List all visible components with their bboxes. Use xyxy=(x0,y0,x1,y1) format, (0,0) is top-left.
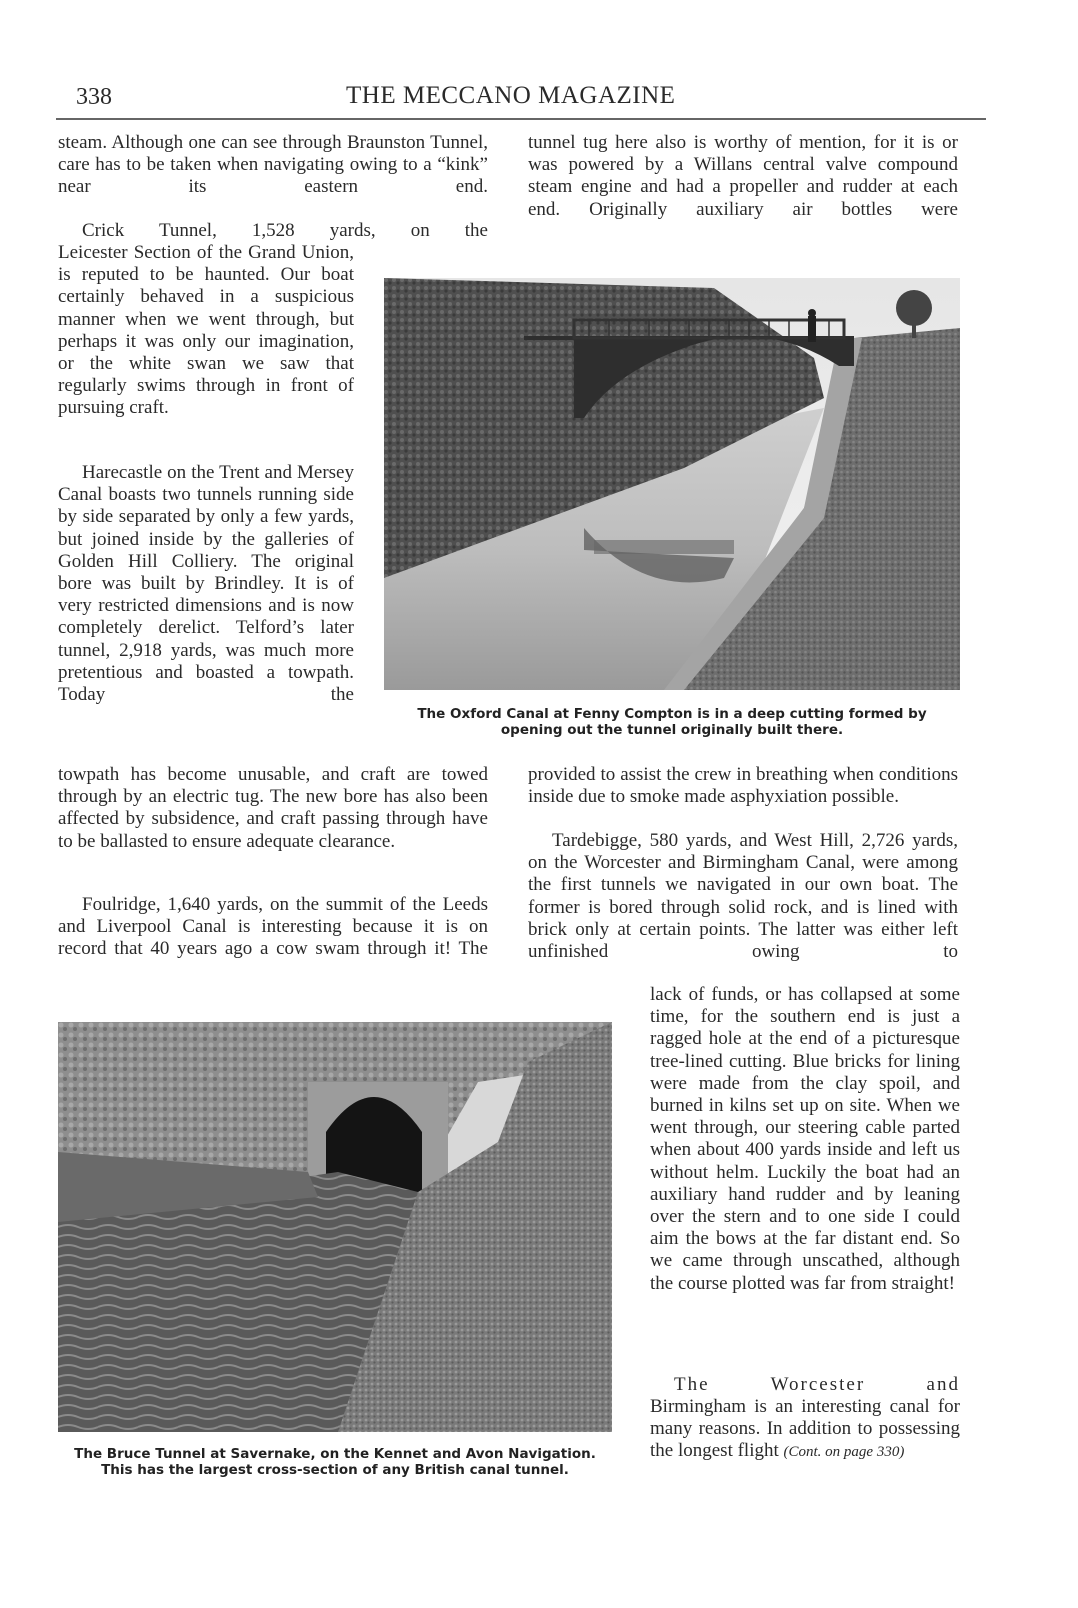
caption-oxford-line1: The Oxford Canal at Fenny Compton is in a deep cutting formed by xyxy=(417,706,927,722)
paragraph-crick: Leicester Section of the Grand Union, is reputed to be haunted. Our boat certainly behaved in a suspicious manner when we went through, but perhaps it was only our imagination, or the white swan we saw that regularly swims through in front of pursuing craft. xyxy=(58,242,354,419)
continued-note: (Cont. on page 330) xyxy=(783,1444,905,1461)
paragraph-worcester xyxy=(650,1396,960,1464)
paragraph-tunnel-tug: tunnel tug here also is worthy of mention, for it is or was powered by a Willans central valve compound steam engine and had a propeller and rudder at each end. Originally auxiliary air bottles were xyxy=(528,132,958,220)
page-number: 338 xyxy=(76,84,112,110)
bruce-tunnel-illustration xyxy=(58,1022,612,1432)
caption-oxford-line2: opening out the tunnel originally built there. xyxy=(500,722,844,738)
paragraph-breathing: provided to assist the crew in breathing when conditions inside due to smoke made asphyxiation possible. xyxy=(528,764,958,808)
paragraph-foulridge: Foulridge, 1,640 yards, on the summit of the Leeds and Liverpool Canal is interesting because it is on record that 40 years ago a cow swam through it! The xyxy=(58,894,488,960)
paragraph-tardebigge-continued: lack of funds, or has collapsed at some time, for the southern end is just a ragged hole at the end of a picturesque tree-lined cutting. Blue bricks for lining were made from the clay spoil, and burned in kilns set up on site. When we went through, our steering cable parted when about 400 yards inside and left us without helm. Luckily the boat had an auxiliary hand rudder and by leaning over the stern and to one side I could aim the bows at the far distant end. So we came through unscathed, although the course plotted was far from straight! xyxy=(650,984,960,1294)
oxford-canal-illustration xyxy=(384,278,960,690)
paragraph-braunston: steam. Although one can see through Braunston Tunnel, care has to be taken when navigating owing to a “kink” near its eastern end. xyxy=(58,132,488,198)
paragraph-worcester-start: The Worcester and xyxy=(674,1374,960,1395)
paragraph-crick-start: Crick Tunnel, 1,528 yards, on the xyxy=(82,220,488,241)
caption-bruce-tunnel xyxy=(52,1446,618,1478)
photo-oxford-canal xyxy=(384,278,960,690)
header-rule xyxy=(56,118,986,120)
paragraph-harecastle: Harecastle on the Trent and Mersey Canal boasts two tunnels running side by side separated by only a few yards, but joined inside by the galleries of Golden Hill Colliery. The original bore was built by Brindley. It is of very restricted dimensions and is now completely derelict. Telford’s later tunnel, 2,918 yards, was much more pretentious and boasted a towpath. Today the xyxy=(58,462,354,706)
caption-oxford-canal xyxy=(382,706,962,738)
caption-bruce-line2: This has the largest cross-section of any British canal tunnel. xyxy=(101,1462,569,1478)
page-header xyxy=(56,80,986,120)
worcester-text: Birmingham is an interesting canal for many reasons. In addition to possessing the longest flight xyxy=(650,1396,960,1462)
magazine-title: THE MECCANO MAGAZINE xyxy=(346,82,676,109)
photo-bruce-tunnel xyxy=(58,1022,612,1432)
paragraph-towpath: towpath has become unusable, and craft are towed through by an electric tug. The new bore has also been affected by subsidence, and craft passing through have to be ballasted to ensure adequate clearance. xyxy=(58,764,488,852)
paragraph-tardebigge: Tardebigge, 580 yards, and West Hill, 2,726 yards, on the Worcester and Birmingham Canal, were among the first tunnels we navigated in our own boat. The former is bored through solid rock, and is lined with brick only at certain points. The latter was either left unfinished owing to xyxy=(528,830,958,963)
caption-bruce-line1: The Bruce Tunnel at Savernake, on the Kennet and Avon Navigation. xyxy=(74,1446,596,1462)
